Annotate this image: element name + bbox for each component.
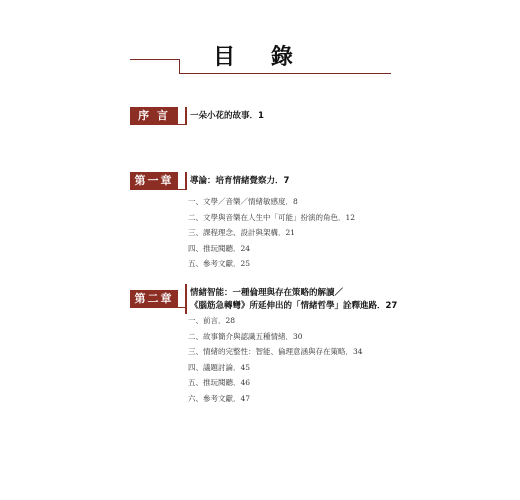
- toc-item[interactable]: 三、情緒的完整性：智能、倫理意涵與存在策略．34: [188, 347, 363, 356]
- toc-item[interactable]: 六、參考文獻．47: [188, 393, 251, 403]
- page-title: 目 錄: [213, 45, 307, 70]
- toc-item[interactable]: 一、文學／音樂／情緒敏感度．8: [188, 197, 298, 206]
- toc-item[interactable]: 一、前言．28: [188, 316, 236, 325]
- title-rule-step: [179, 59, 180, 74]
- title-rule-right: [179, 73, 391, 74]
- toc-item-list: [188, 313, 363, 406]
- toc-item[interactable]: 四、議題討論．45: [188, 362, 251, 372]
- section-heading-link[interactable]: 情緒智能：一種倫理與存在策略的解讀／: [190, 288, 344, 298]
- toc-item[interactable]: 四、推玩閱聽．24: [188, 243, 251, 253]
- section-bar: [185, 107, 187, 125]
- toc-item[interactable]: 三、課程理念、設計與架構．21: [188, 228, 296, 237]
- toc-item[interactable]: 五、參考文獻．25: [188, 259, 251, 268]
- section-heading-link[interactable]: 一朵小花的故事．1: [190, 111, 264, 121]
- section-tab: 第一章: [130, 172, 178, 190]
- section-tab: 第二章: [130, 290, 178, 308]
- section-bar: [185, 284, 187, 314]
- section-heading-link[interactable]: 導論：培育情緒覺察力．7: [190, 176, 290, 186]
- section-heading-link-line2[interactable]: 《腦筋急轉彎》所延伸出的「情緒哲學」詮釋進路．27: [190, 301, 398, 311]
- section-tab: 序 言: [130, 107, 178, 125]
- section-bar: [185, 172, 187, 190]
- toc-item[interactable]: 二、文學與音樂在人生中「可能」扮演的角色．12: [188, 212, 356, 222]
- toc-item[interactable]: 五、推玩閱聽．46: [188, 378, 251, 387]
- toc-item[interactable]: 二、故事簡介與認識五種情緒．30: [188, 331, 303, 341]
- title-rule-left: [130, 59, 180, 60]
- toc-item-list: [188, 194, 355, 272]
